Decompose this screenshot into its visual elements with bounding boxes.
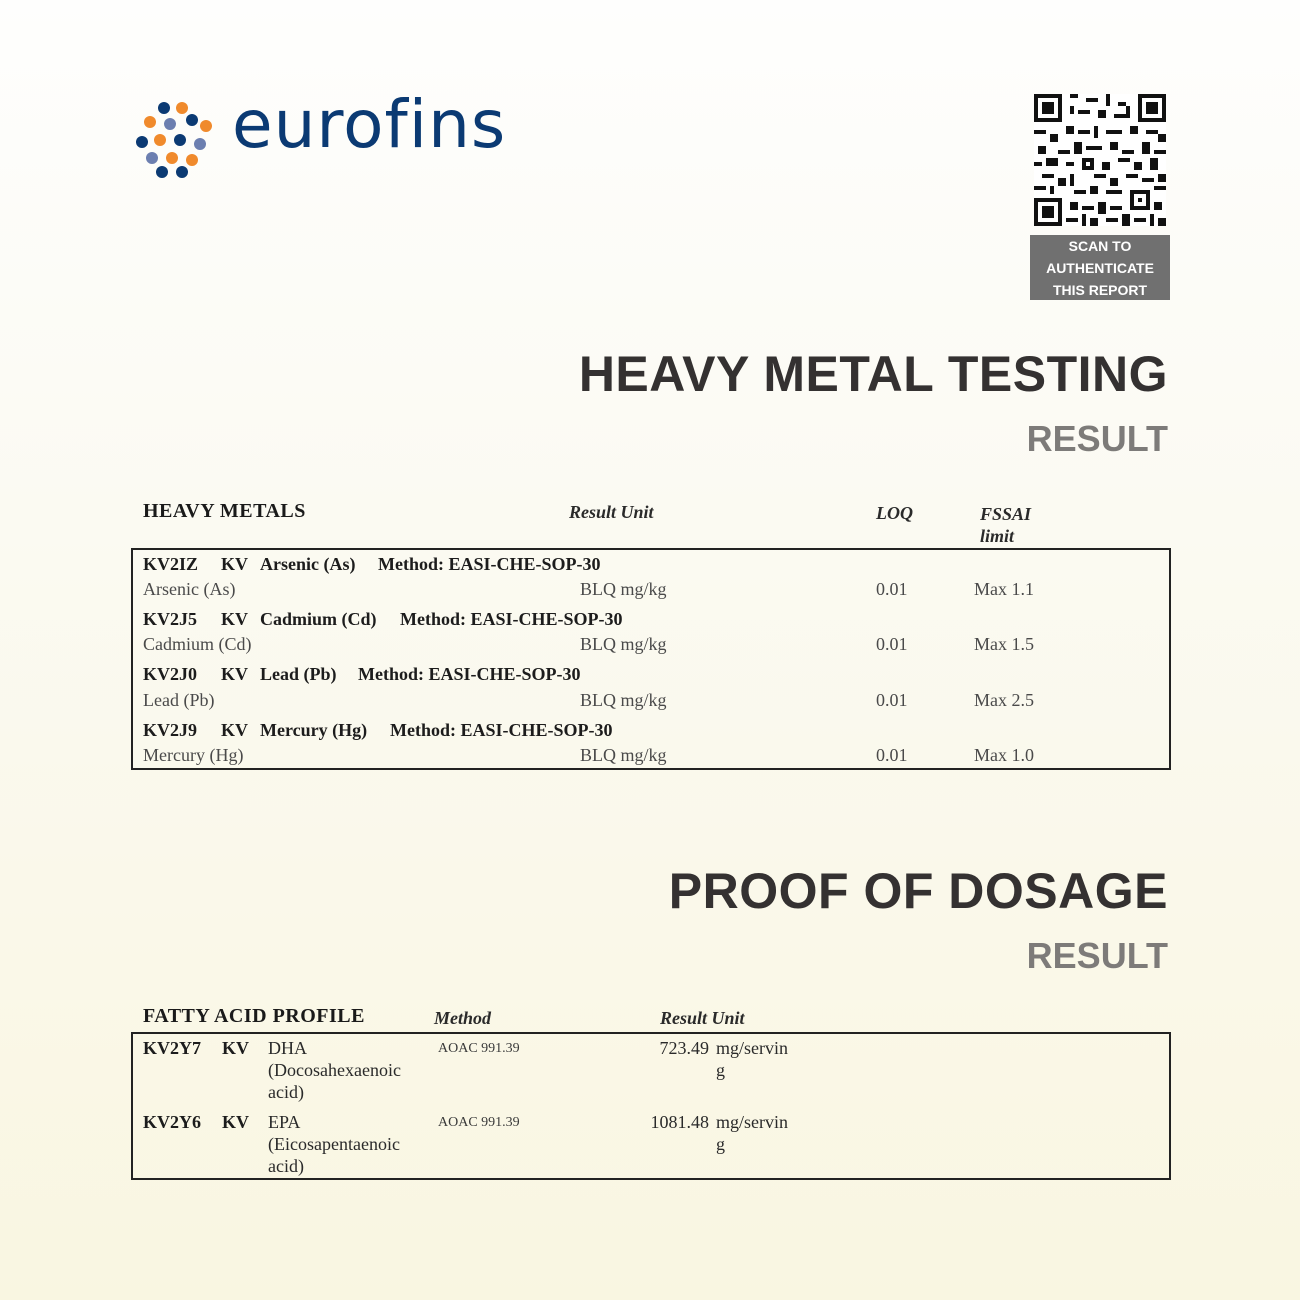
row-name-line: EPA	[268, 1112, 301, 1132]
row-analyte: Arsenic (As)	[143, 579, 236, 599]
row-unit-line: g	[716, 1134, 725, 1154]
row-loq: 0.01	[876, 690, 908, 710]
row-code: KV2IZ	[143, 554, 199, 574]
row-result: BLQ mg/kg	[580, 690, 667, 710]
row-name-line: acid)	[268, 1156, 304, 1176]
eurofins-logo-icon	[134, 100, 214, 180]
row-code: KV2J0	[143, 664, 197, 684]
row-result: BLQ mg/kg	[580, 745, 667, 765]
row-name-line: (Eicosapentaenoic	[268, 1134, 400, 1154]
row-loq: 0.01	[876, 745, 908, 765]
row-unit	[716, 1111, 788, 1155]
row-analyte: Cadmium (Cd)	[143, 634, 252, 654]
heavy-metal-title: HEAVY METAL TESTING	[578, 346, 1168, 402]
row-kv: KV	[221, 609, 248, 629]
row-analyte: Lead (Pb)	[143, 690, 215, 710]
row-unit-line: mg/servin	[716, 1038, 788, 1058]
fssai-limit-header-line: FSSAI	[980, 504, 1032, 524]
row-name-line: (Docosahexaenoic	[268, 1060, 401, 1080]
row-limit: Max 1.5	[974, 634, 1034, 654]
brand-name: eurofins	[232, 86, 507, 163]
row-result: BLQ mg/kg	[580, 579, 667, 599]
heavy-metals-header: HEAVY METALS	[143, 500, 306, 522]
qr-caption-line: SCAN TO	[1068, 238, 1132, 254]
qr-caption-line: THIS REPORT	[1052, 282, 1148, 298]
method-header: Method	[434, 1008, 492, 1028]
dosage-subtitle: RESULT	[1026, 935, 1168, 976]
row-test: Cadmium (Cd)	[260, 609, 377, 629]
row-method: Method: EASI-CHE-SOP-30	[390, 720, 613, 740]
row-test: Lead (Pb)	[260, 664, 337, 684]
row-kv: KV	[221, 664, 248, 684]
row-limit: Max 2.5	[974, 690, 1034, 710]
result-unit-header: Result Unit	[569, 502, 654, 522]
fssai-limit-header	[980, 503, 1031, 547]
row-kv: KV	[221, 554, 248, 574]
row-unit-line: g	[716, 1060, 725, 1080]
row-kv: KV	[222, 1038, 249, 1058]
row-kv: KV	[222, 1112, 249, 1132]
row-name	[268, 1037, 401, 1103]
loq-header: LOQ	[876, 503, 913, 523]
row-method: Method: EASI-CHE-SOP-30	[400, 609, 623, 629]
row-unit-line: mg/servin	[716, 1112, 788, 1132]
row-test: Arsenic (As)	[260, 554, 356, 574]
row-code: KV2Y7	[143, 1038, 201, 1058]
row-method: Method: EASI-CHE-SOP-30	[358, 664, 581, 684]
dosage-title: PROOF OF DOSAGE	[668, 863, 1168, 919]
row-value: 1081.48	[650, 1112, 709, 1132]
row-test: Mercury (Hg)	[260, 720, 368, 740]
row-loq: 0.01	[876, 634, 908, 654]
row-code: KV2Y6	[143, 1112, 201, 1132]
row-name	[268, 1111, 400, 1177]
row-code: KV2J5	[143, 609, 197, 629]
row-unit	[716, 1037, 788, 1081]
row-loq: 0.01	[876, 579, 908, 599]
row-code: KV2J9	[143, 720, 197, 740]
fssai-limit-header-line: limit	[980, 526, 1015, 546]
fatty-acid-header: FATTY ACID PROFILE	[143, 1005, 365, 1027]
heavy-metal-subtitle: RESULT	[1026, 418, 1168, 459]
row-name-line: acid)	[268, 1082, 304, 1102]
row-method: AOAC 991.39	[438, 1115, 520, 1130]
row-result: BLQ mg/kg	[580, 634, 667, 654]
row-limit: Max 1.0	[974, 745, 1034, 765]
row-limit: Max 1.1	[974, 579, 1034, 599]
result-unit-header: Result Unit	[660, 1008, 745, 1028]
row-method: Method: EASI-CHE-SOP-30	[378, 554, 601, 574]
row-name-line: DHA	[268, 1038, 307, 1058]
row-method: AOAC 991.39	[438, 1041, 520, 1056]
row-kv: KV	[221, 720, 248, 740]
row-analyte: Mercury (Hg)	[143, 745, 244, 765]
qr-caption	[1030, 235, 1170, 300]
qr-caption-line: AUTHENTICATE	[1046, 260, 1154, 276]
qr-code-icon[interactable]	[1034, 94, 1166, 226]
row-value: 723.49	[659, 1038, 709, 1058]
